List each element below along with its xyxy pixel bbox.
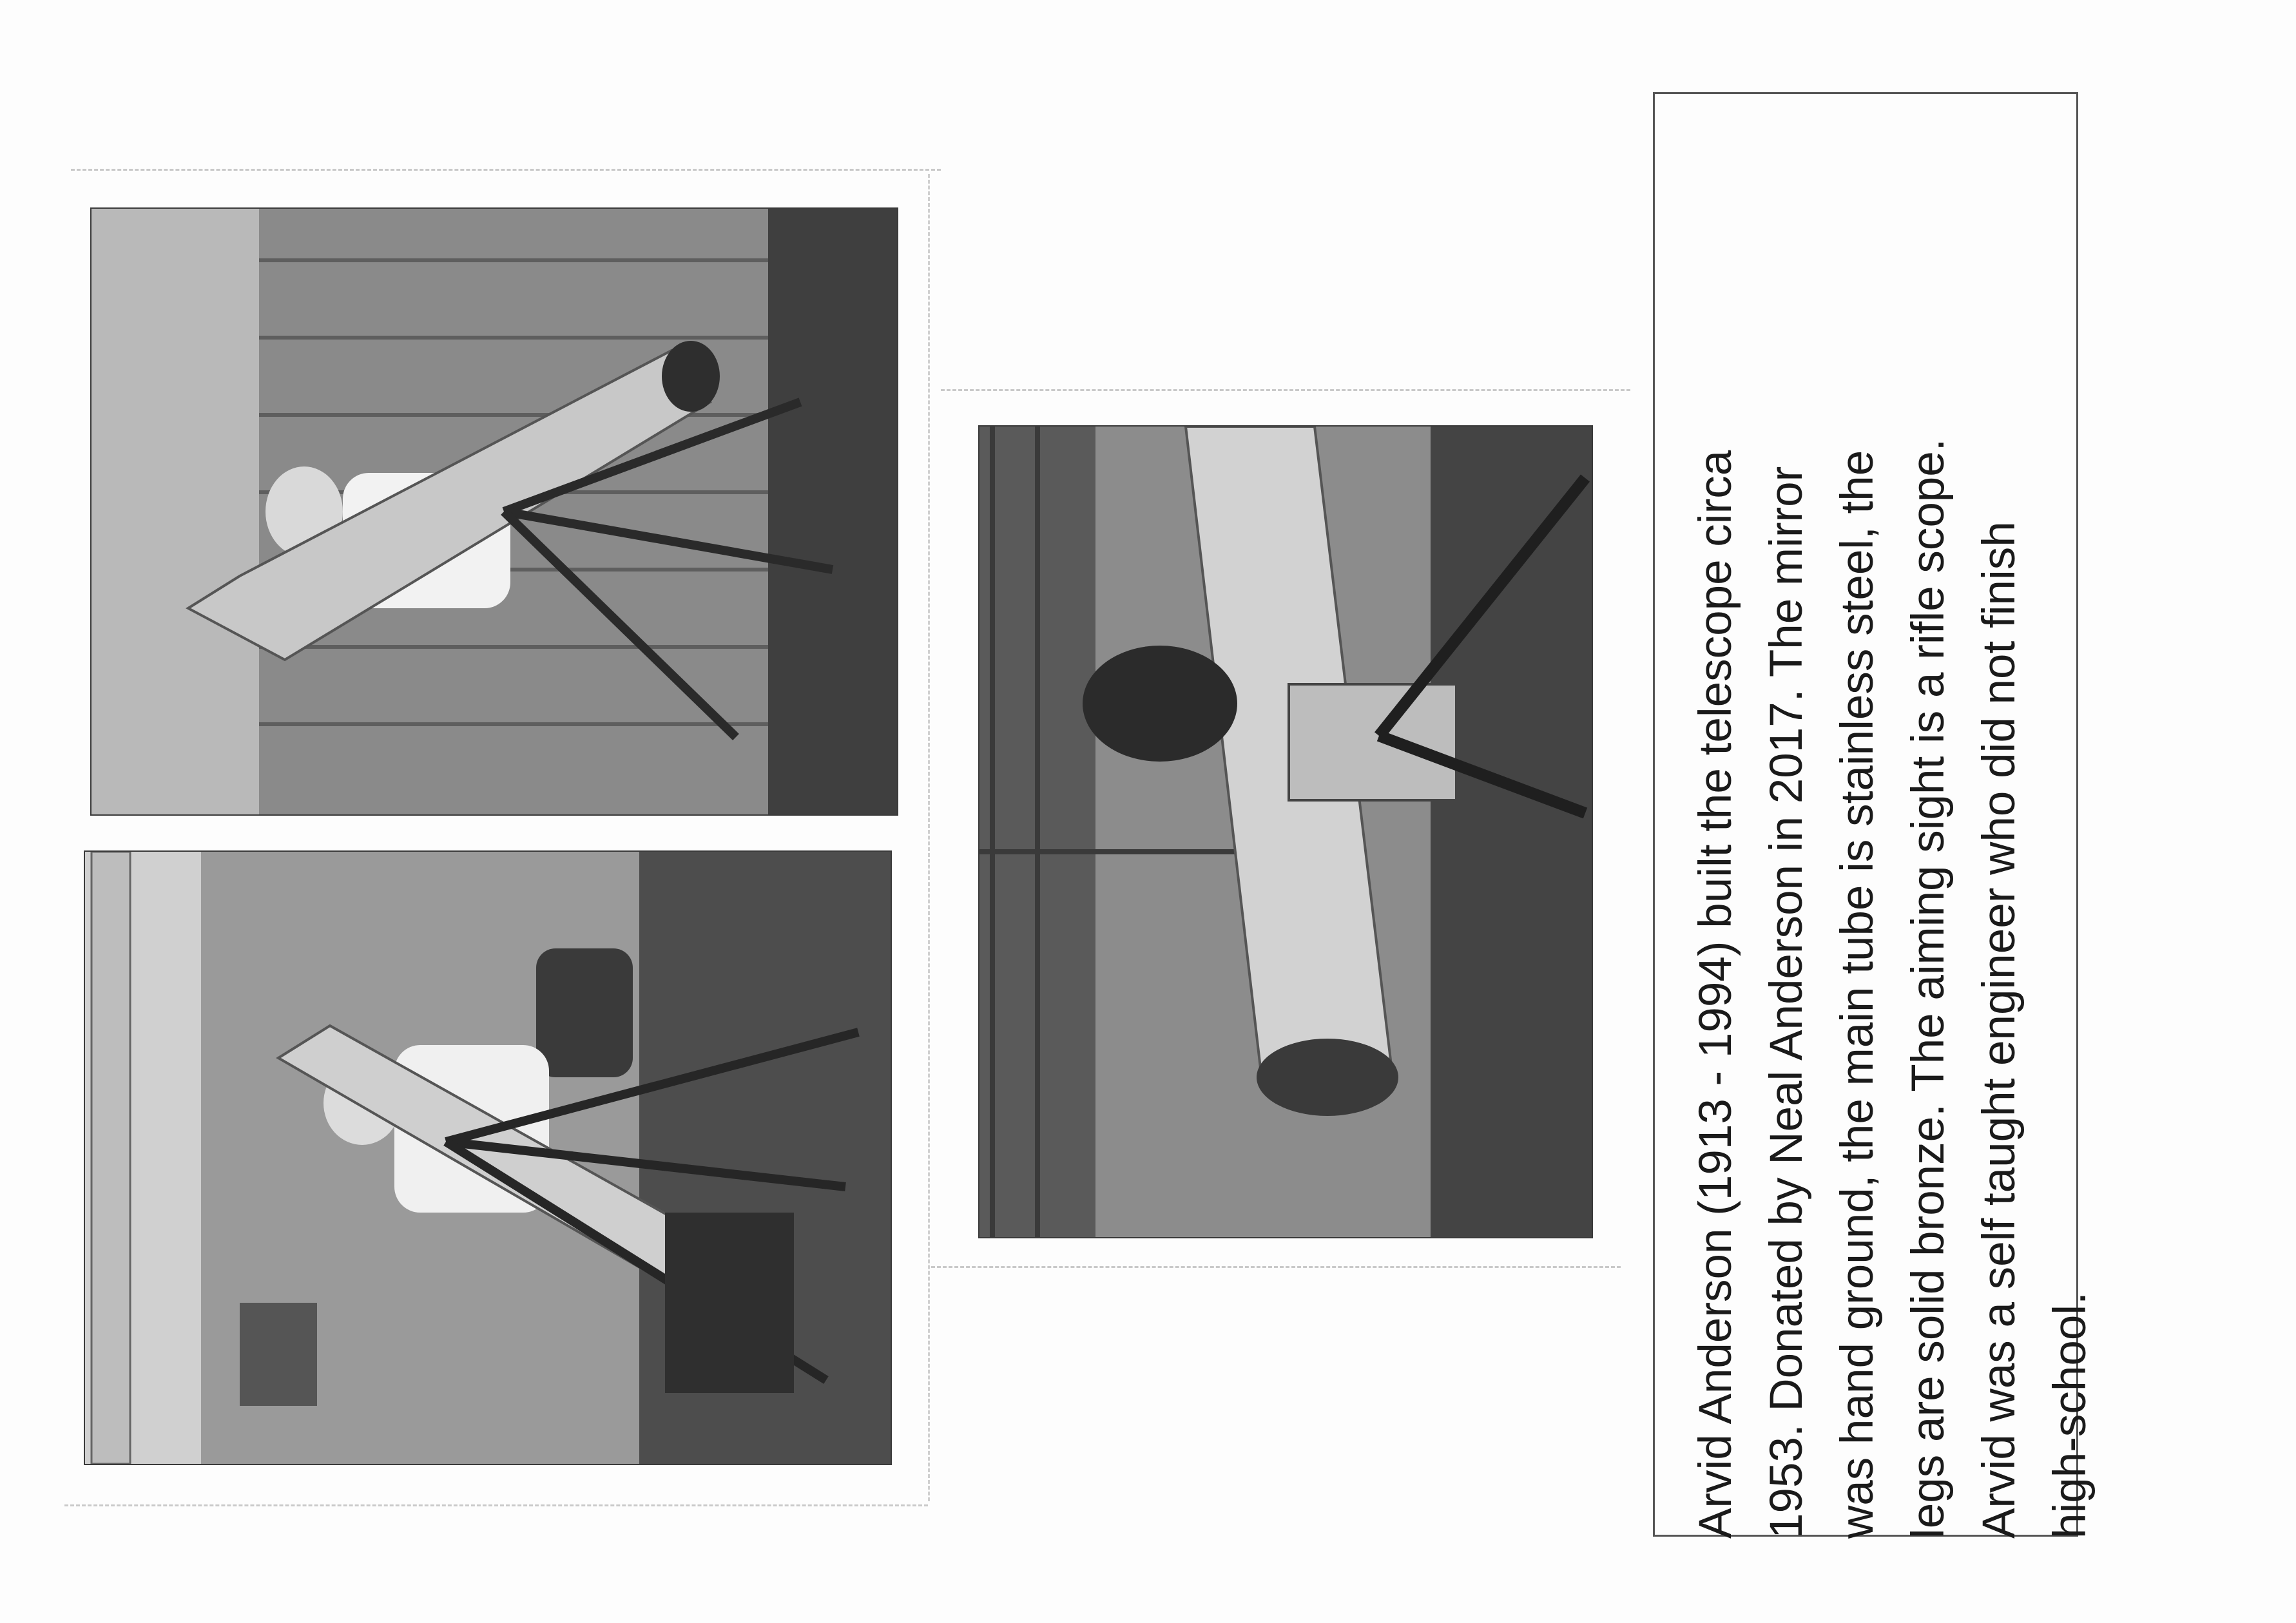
sheet-edge-right-top	[941, 389, 1630, 391]
caption-box	[1653, 92, 2096, 1539]
photo-right-image	[979, 427, 1592, 1237]
photo-man-looking-through-telescope	[84, 850, 892, 1465]
photo-top-left-image	[92, 209, 897, 814]
sheet-edge-bottom	[64, 1504, 928, 1506]
sheet-edge-right-bottom	[931, 1266, 1621, 1268]
photo-man-with-telescope-wood-room	[90, 207, 898, 816]
caption-text: Arvid Anderson (1913 - 1994) built the telescope circa 1953. Donated by Neal Anderson in 2017. The mirror was hand ground, the main tube is stainless steel, the legs are solid bronze. The aiming sight is a rifle scope. Arvid was a self taught engineer who did not finish high-school.	[1690, 438, 2096, 1539]
photo-bottom-left-image	[85, 852, 891, 1464]
sheet-edge-top	[71, 169, 941, 171]
photo-telescope-closeup	[978, 425, 1593, 1238]
sheet-edge-middle	[928, 174, 930, 1501]
